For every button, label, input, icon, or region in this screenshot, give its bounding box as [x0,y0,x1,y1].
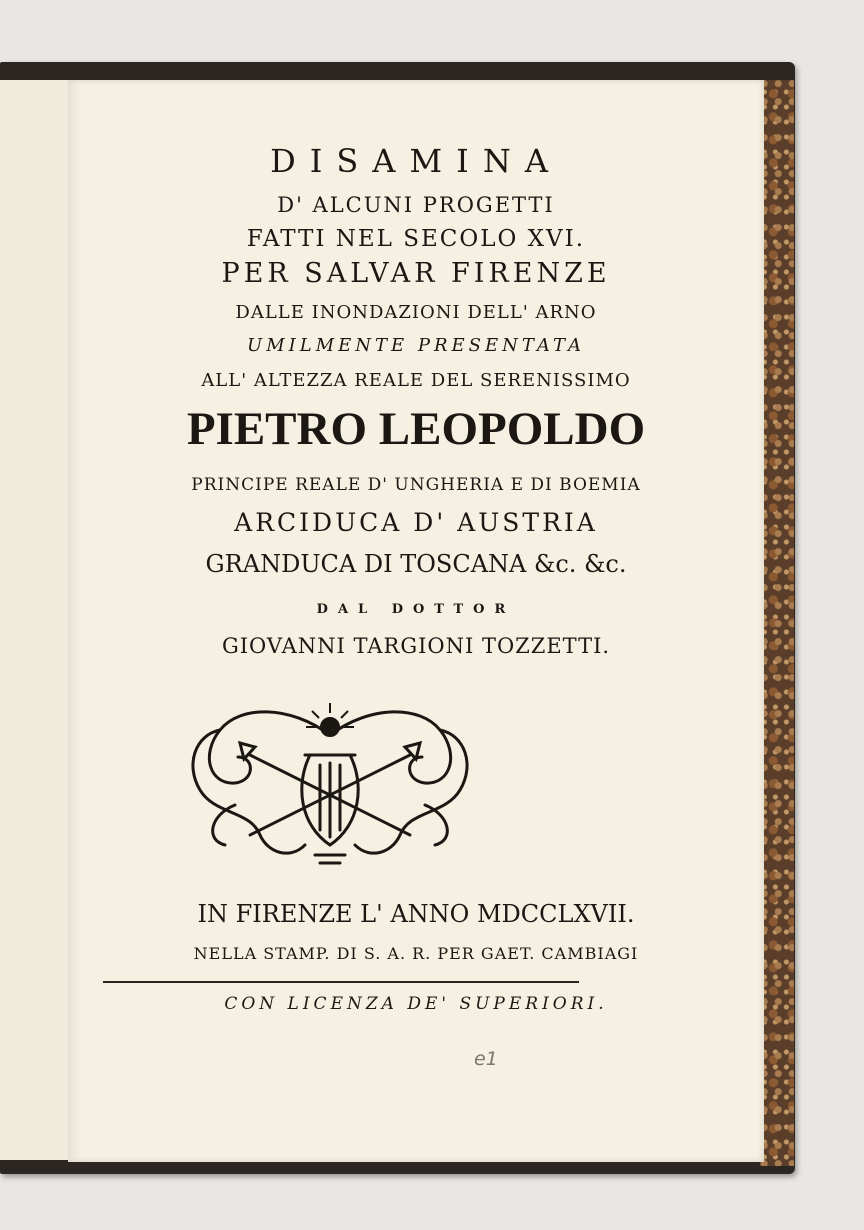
subtitle-line-2: FATTI NEL SECOLO XVI. [246,226,586,252]
subtitle-line-4: DALLE INONDAZIONI DELL' ARNO [235,302,597,323]
subtitle-line-3: PER SALVAR FIRENZE [221,258,611,289]
licence-line: CON LICENZA DE' SUPERIORI. [224,994,608,1014]
baroque-lyre-ornament-icon [180,695,480,870]
author-name: GIOVANNI TARGIONI TOZZETTI. [221,634,611,658]
title-page [68,80,764,1162]
author-prefix: DAL DOTTOR [316,602,516,617]
pencil-annotation: e1 [474,1048,498,1070]
facing-page-edge [0,80,69,1160]
dedicatee-title-1: PRINCIPE REALE D' UNGHERIA E DI BOEMIA [191,475,641,495]
subtitle-line-1: D' ALCUNI PROGETTI [277,193,555,217]
dedicatee-title-3: GRANDUCA DI TOSCANA &c. &c. [205,550,627,578]
main-title: DISAMINA [270,142,562,180]
dedicatee-name: PIETRO LEOPOLDO [186,403,646,455]
dedication-line-2: ALL' ALTEZZA REALE DEL SERENISSIMO [201,370,631,391]
imprint-place-date: IN FIRENZE L' ANNO MDCCLXVII. [197,900,635,928]
dedicatee-title-2: ARCIDUCA D' AUSTRIA [234,508,598,537]
dedication-line-1: UMILMENTE PRESENTATA [247,335,585,356]
marbled-board-edge [760,80,794,1166]
printer-line: NELLA STAMP. DI S. A. R. PER GAET. CAMBIAGI [193,944,639,963]
imprint-rule [103,981,579,983]
